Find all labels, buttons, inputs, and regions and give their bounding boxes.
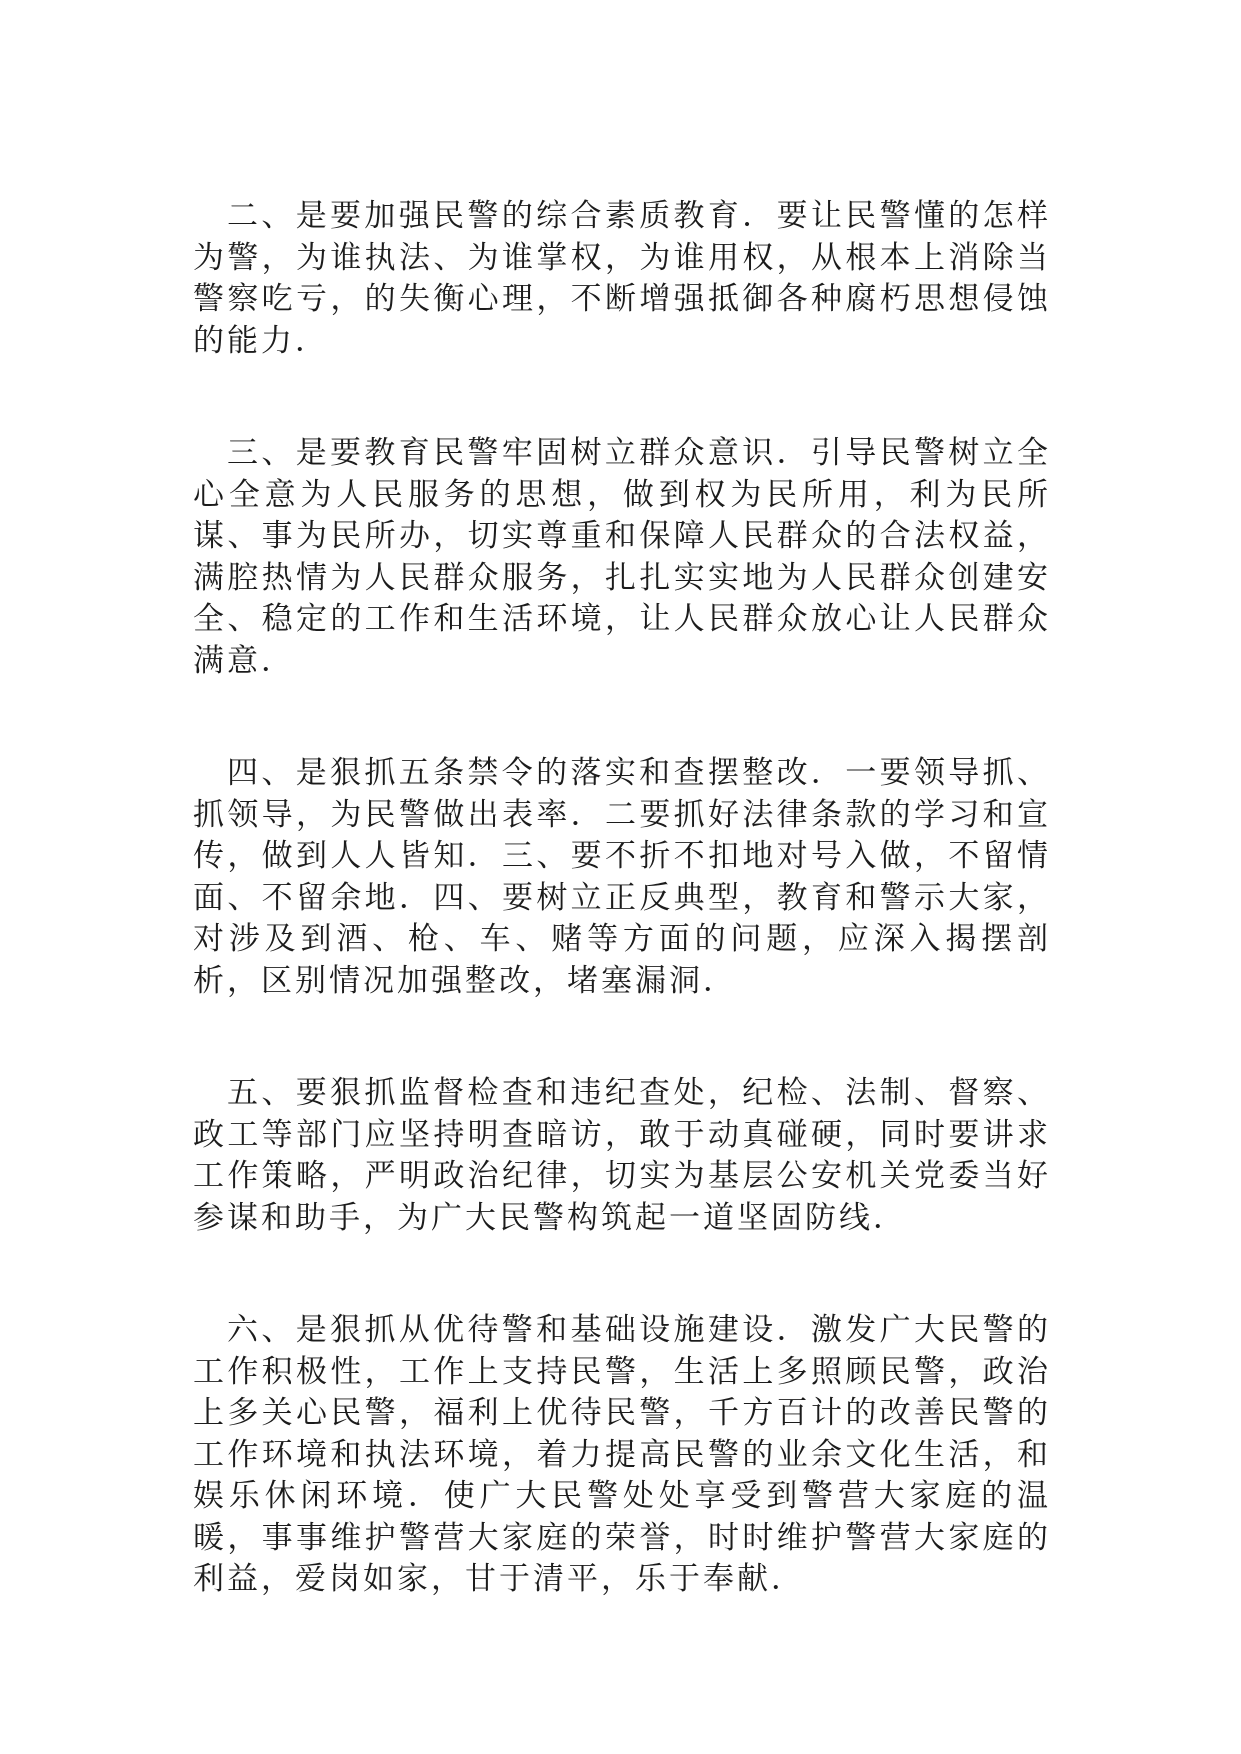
paragraph-6: 六、是狠抓从优待警和基础设施建设．激发广大民警的工作积极性，工作上支持民警，生活上多照顾民警，政治上多关心民警，福利上优待民警，千方百计的改善民警的工作环境和执法环境，着力提高民警的业余文化生活，和娱乐休闲环境．使广大民警处处享受到警营大家庭的温暖，事事维护警营大家庭的荣誉，时时维护警营大家庭的利益，爱岗如家，甘于清平，乐于奉献． (193, 1312, 1051, 1597)
paragraph-5: 五、要狠抓监督检查和违纪查处，纪检、法制、督察、政工等部门应坚持明查暗访，敢于动真碰硬，同时要讲求工作策略，严明政治纪律，切实为基层公安机关党委当好参谋和助手，为广大民警构筑起一道坚固防线． (193, 1075, 1051, 1236)
paragraph-3: 三、是要教育民警牢固树立群众意识．引导民警树立全心全意为人民服务的思想，做到权为民所用，利为民所谋、事为民所办，切实尊重和保障人民群众的合法权益，满腔热情为人民群众服务，扎扎实实地为人民群众创建安全、稳定的工作和生活环境，让人民群众放心让人民群众满意． (193, 435, 1051, 679)
document-body (193, 196, 1051, 1601)
paragraph-4: 四、是狠抓五条禁令的落实和查摆整改．一要领导抓、抓领导，为民警做出表率．二要抓好法律条款的学习和宣传，做到人人皆知．三、要不折不扣地对号入做，不留情面、不留余地．四、要树立正反典型，教育和警示大家，对涉及到酒、枪、车、赌等方面的问题，应深入揭摆剖析，区别情况加强整改，堵塞漏洞． (193, 755, 1051, 999)
paragraph-2: 二、是要加强民警的综合素质教育．要让民警懂的怎样为警，为谁执法、为谁掌权，为谁用权，从根本上消除当警察吃亏，的失衡心理，不断增强抵御各种腐朽思想侵蚀的能力． (193, 198, 1051, 359)
